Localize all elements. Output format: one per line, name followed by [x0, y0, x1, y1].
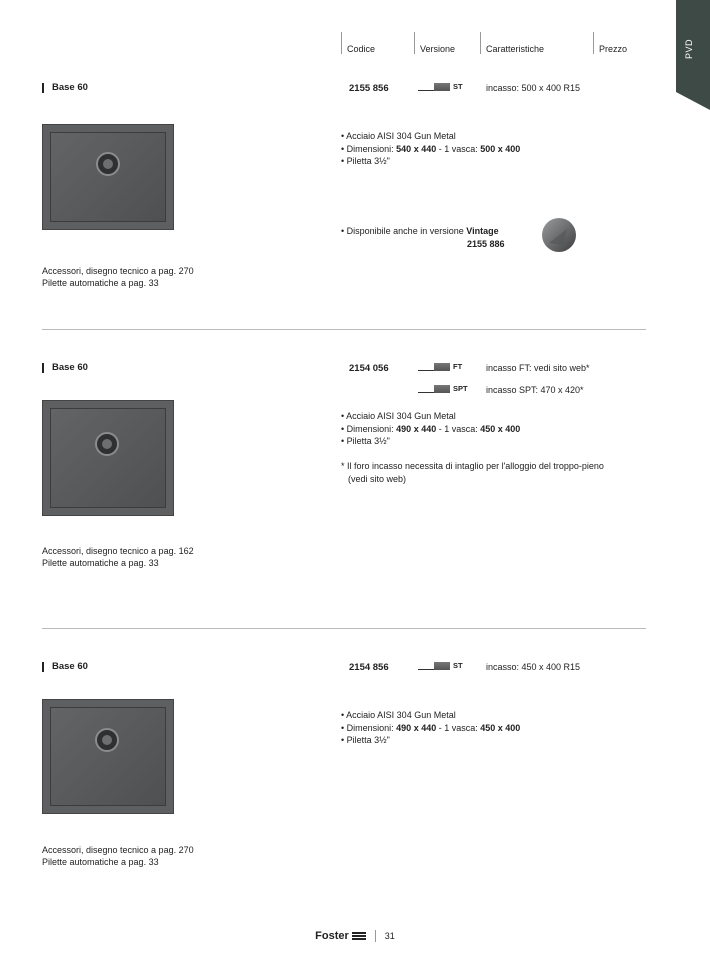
page-number: 31 — [384, 931, 395, 941]
page-footer — [0, 930, 710, 942]
version-indicator: ST — [418, 661, 463, 670]
product-code: 2155 856 — [349, 83, 389, 94]
sink-image — [42, 699, 174, 814]
product-base-label: Base 60 — [42, 661, 88, 672]
version-indicator: SPT — [418, 384, 468, 393]
product-feature: incasso: 450 x 400 R15 — [486, 662, 581, 672]
sink-image — [42, 124, 174, 230]
product-specs: • Acciaio AISI 304 Gun Metal • Dimensioni: 490 x 440 - 1 vasca: 450 x 400 • Piletta 3½" — [341, 710, 521, 745]
product-code: 2154 856 — [349, 662, 389, 673]
vintage-note: • Disponibile anche in versione Vintage 2155 886 — [341, 226, 505, 249]
drain-icon — [96, 152, 120, 176]
brand-logo: Foster — [315, 930, 366, 942]
product-feature: incasso FT: vedi sito web* — [486, 363, 590, 373]
drain-icon — [95, 728, 119, 752]
section-divider — [42, 628, 646, 629]
product-base-label: Base 60 — [42, 82, 88, 93]
product-specs: • Acciaio AISI 304 Gun Metal • Dimensioni: 490 x 440 - 1 vasca: 450 x 400 • Piletta 3½" — [341, 411, 521, 446]
vintage-swatch — [541, 217, 577, 253]
section-divider — [42, 329, 646, 330]
sink-image — [42, 400, 174, 516]
header-versione: Versione — [414, 32, 455, 54]
installation-note: * Il foro incasso necessita di intaglio per l'alloggio del troppo-pieno (vedi sito web) — [341, 461, 604, 484]
header-prezzo: Prezzo — [593, 32, 627, 54]
version-indicator: ST — [418, 82, 463, 91]
header-codice: Codice — [341, 32, 375, 54]
product-feature: incasso SPT: 470 x 420* — [486, 385, 584, 395]
version-indicator: FT — [418, 362, 462, 371]
product-specs: • Acciaio AISI 304 Gun Metal • Dimensioni: 540 x 440 - 1 vasca: 500 x 400 • Piletta 3½" — [341, 131, 521, 166]
accessories-note: Accessori, disegno tecnico a pag. 270 Pilette automatiche a pag. 33 — [42, 845, 194, 867]
side-tab-label: PVD — [684, 39, 694, 60]
drain-icon — [95, 432, 119, 456]
product-base-label: Base 60 — [42, 362, 88, 373]
accessories-note: Accessori, disegno tecnico a pag. 270 Pilette automatiche a pag. 33 — [42, 266, 194, 288]
accessories-note: Accessori, disegno tecnico a pag. 162 Pilette automatiche a pag. 33 — [42, 546, 194, 568]
product-code: 2154 056 — [349, 363, 389, 374]
header-caratteristiche: Caratteristiche — [480, 32, 544, 54]
product-feature: incasso: 500 x 400 R15 — [486, 83, 581, 93]
